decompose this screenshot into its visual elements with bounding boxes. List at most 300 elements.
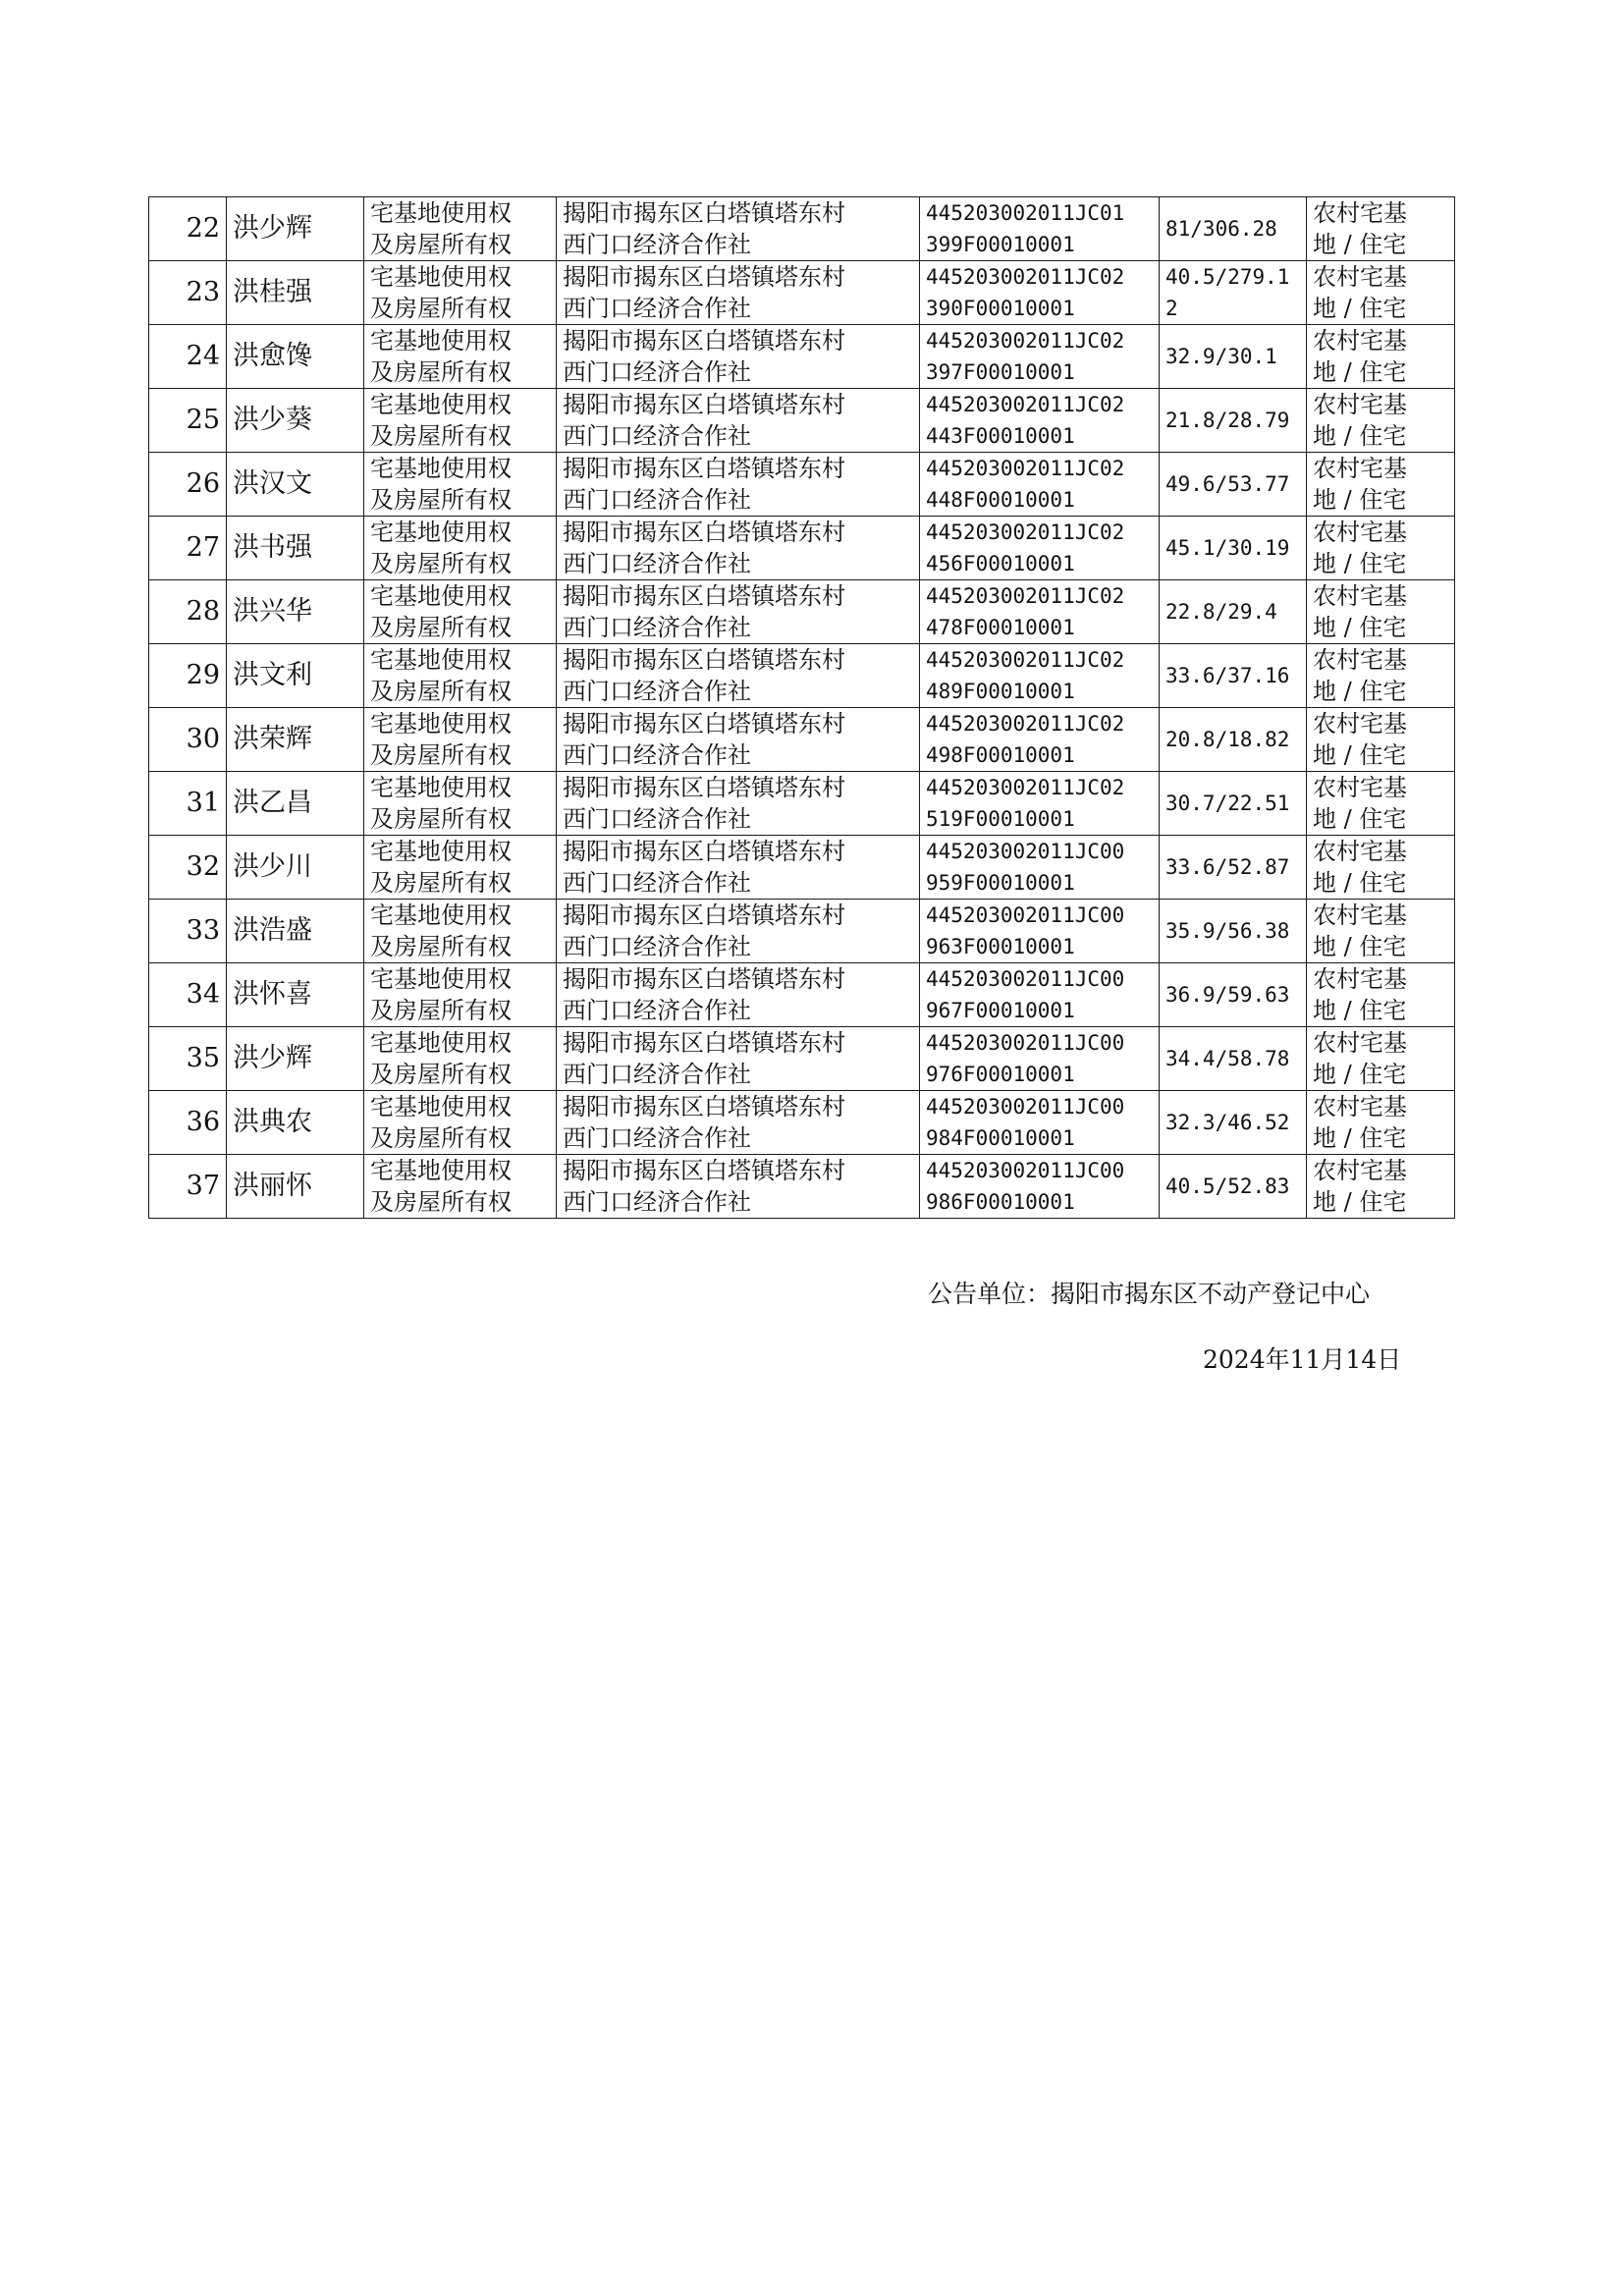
holder-name-cell: [227, 325, 364, 389]
row-number-cell-text: 22: [186, 213, 220, 244]
row-number-cell: [149, 1091, 227, 1155]
holder-name-cell: [227, 963, 364, 1027]
unit-code-cell: [920, 1155, 1160, 1219]
area-cell-text: 40.5/279.12: [1165, 265, 1290, 320]
row-number-cell: [149, 772, 227, 836]
land-use-cell: [1307, 453, 1455, 517]
location-cell: [557, 836, 920, 900]
table-row: [149, 325, 1455, 389]
row-number-cell-text: 28: [186, 596, 220, 627]
row-number-cell-text: 37: [186, 1171, 220, 1201]
table-row: [149, 836, 1455, 900]
area-cell-text: 33.6/37.16: [1165, 664, 1290, 687]
unit-code-cell-text: 390F00010001: [926, 297, 1075, 320]
land-use-cell-text: 农村宅基: [1313, 1157, 1407, 1184]
holder-name-cell-text: 洪少葵: [233, 405, 312, 435]
table-row: [149, 197, 1455, 261]
unit-code-cell: [920, 517, 1160, 580]
land-use-cell-text: 地 / 住宅: [1313, 933, 1407, 960]
location-cell-text: 揭阳市揭东区白塔镇塔东村: [563, 327, 845, 355]
right-type-cell-text: 及房屋所有权: [370, 869, 512, 897]
area-cell: [1160, 261, 1307, 325]
location-cell-text: 揭阳市揭东区白塔镇塔东村: [563, 519, 845, 546]
right-type-cell: [364, 197, 557, 261]
right-type-cell: [364, 389, 557, 453]
right-type-cell-text: 宅基地使用权: [370, 838, 512, 865]
land-use-cell: [1307, 900, 1455, 963]
table-row: [149, 772, 1455, 836]
unit-code-cell-text: 984F00010001: [926, 1126, 1075, 1150]
holder-name-cell: [227, 772, 364, 836]
area-cell: [1160, 900, 1307, 963]
location-cell-text: 西门口经济合作社: [563, 933, 751, 960]
land-use-cell-text: 农村宅基: [1313, 1093, 1407, 1120]
table-row: [149, 1091, 1455, 1155]
right-type-cell-text: 及房屋所有权: [370, 550, 512, 577]
row-number-cell-text: 24: [186, 341, 220, 371]
location-cell-text: 揭阳市揭东区白塔镇塔东村: [563, 774, 845, 801]
land-use-cell-text: 地 / 住宅: [1313, 805, 1407, 833]
location-cell-text: 揭阳市揭东区白塔镇塔东村: [563, 902, 845, 929]
holder-name-cell: [227, 1027, 364, 1091]
right-type-cell-text: 及房屋所有权: [370, 997, 512, 1024]
unit-code-cell: [920, 580, 1160, 644]
unit-code-cell-text: 445203002011JC02: [926, 520, 1125, 544]
right-type-cell: [364, 836, 557, 900]
unit-code-cell: [920, 708, 1160, 772]
table-row: [149, 1155, 1455, 1219]
location-cell: [557, 325, 920, 389]
unit-code-cell-text: 445203002011JC00: [926, 1095, 1125, 1119]
row-number-cell-text: 33: [186, 915, 220, 946]
unit-code-cell: [920, 836, 1160, 900]
right-type-cell: [364, 580, 557, 644]
location-cell-text: 西门口经济合作社: [563, 614, 751, 641]
announcing-unit: 公告单位：揭阳市揭东区不动产登记中心: [928, 1280, 1371, 1308]
holder-name-cell: [227, 517, 364, 580]
location-cell: [557, 772, 920, 836]
location-cell-text: 西门口经济合作社: [563, 741, 751, 769]
location-cell: [557, 453, 920, 517]
row-number-cell-text: 29: [186, 660, 220, 690]
location-cell-text: 西门口经济合作社: [563, 1124, 751, 1152]
right-type-cell-text: 及房屋所有权: [370, 741, 512, 769]
row-number-cell-text: 31: [186, 788, 220, 818]
right-type-cell: [364, 644, 557, 708]
unit-code-cell-text: 448F00010001: [926, 488, 1075, 512]
unit-code-cell-text: 445203002011JC01: [926, 201, 1125, 225]
unit-code-cell: [920, 772, 1160, 836]
area-cell: [1160, 453, 1307, 517]
location-cell-text: 揭阳市揭东区白塔镇塔东村: [563, 391, 845, 418]
unit-code-cell: [920, 261, 1160, 325]
row-number-cell-text: 27: [186, 532, 220, 563]
announcement-date: 2024年11月14日: [1203, 1345, 1402, 1374]
area-cell-text: 30.7/22.51: [1165, 792, 1290, 815]
location-cell: [557, 1091, 920, 1155]
land-use-cell-text: 农村宅基: [1313, 838, 1407, 865]
unit-code-cell-text: 445203002011JC02: [926, 712, 1125, 736]
location-cell-text: 揭阳市揭东区白塔镇塔东村: [563, 1157, 845, 1184]
holder-name-cell-text: 洪桂强: [233, 277, 312, 307]
table-row: [149, 580, 1455, 644]
row-number-cell: [149, 1155, 227, 1219]
unit-code-cell-text: 399F00010001: [926, 233, 1075, 256]
unit-code-cell-text: 519F00010001: [926, 807, 1075, 831]
land-use-cell: [1307, 644, 1455, 708]
holder-name-cell: [227, 389, 364, 453]
right-type-cell: [364, 1091, 557, 1155]
area-cell: [1160, 708, 1307, 772]
area-cell: [1160, 772, 1307, 836]
land-use-cell-text: 地 / 住宅: [1313, 869, 1407, 897]
area-cell: [1160, 1091, 1307, 1155]
unit-code-cell-text: 445203002011JC00: [926, 840, 1125, 863]
table-body: [149, 197, 1455, 1219]
location-cell: [557, 708, 920, 772]
land-use-cell-text: 农村宅基: [1313, 582, 1407, 610]
row-number-cell: [149, 708, 227, 772]
row-number-cell-text: 34: [186, 979, 220, 1010]
land-use-cell-text: 农村宅基: [1313, 965, 1407, 993]
right-type-cell: [364, 1027, 557, 1091]
unit-code-cell: [920, 325, 1160, 389]
right-type-cell: [364, 708, 557, 772]
table-row: [149, 453, 1455, 517]
land-use-cell: [1307, 963, 1455, 1027]
land-use-cell-text: 农村宅基: [1313, 327, 1407, 355]
location-cell: [557, 261, 920, 325]
location-cell: [557, 580, 920, 644]
row-number-cell-text: 30: [186, 724, 220, 754]
holder-name-cell: [227, 836, 364, 900]
land-use-cell: [1307, 580, 1455, 644]
land-use-cell-text: 地 / 住宅: [1313, 1061, 1407, 1088]
holder-name-cell-text: 洪少川: [233, 851, 312, 882]
unit-code-cell-text: 445203002011JC02: [926, 265, 1125, 289]
holder-name-cell: [227, 580, 364, 644]
right-type-cell-text: 宅基地使用权: [370, 455, 512, 482]
land-use-cell-text: 地 / 住宅: [1313, 614, 1407, 641]
location-cell-text: 西门口经济合作社: [563, 1061, 751, 1088]
location-cell-text: 揭阳市揭东区白塔镇塔东村: [563, 965, 845, 993]
location-cell-text: 揭阳市揭东区白塔镇塔东村: [563, 646, 845, 674]
holder-name-cell: [227, 453, 364, 517]
unit-code-cell: [920, 963, 1160, 1027]
holder-name-cell: [227, 644, 364, 708]
holder-name-cell-text: 洪书强: [233, 532, 312, 563]
row-number-cell: [149, 1027, 227, 1091]
location-cell-text: 西门口经济合作社: [563, 869, 751, 897]
right-type-cell: [364, 1155, 557, 1219]
area-cell-text: 33.6/52.87: [1165, 855, 1290, 879]
location-cell-text: 揭阳市揭东区白塔镇塔东村: [563, 838, 845, 865]
right-type-cell-text: 及房屋所有权: [370, 1124, 512, 1152]
table-row: [149, 517, 1455, 580]
row-number-cell: [149, 389, 227, 453]
unit-code-cell-text: 445203002011JC02: [926, 329, 1125, 353]
right-type-cell-text: 宅基地使用权: [370, 902, 512, 929]
area-cell: [1160, 963, 1307, 1027]
right-type-cell-text: 宅基地使用权: [370, 710, 512, 738]
land-use-cell-text: 地 / 住宅: [1313, 295, 1407, 322]
area-cell-text: 81/306.28: [1165, 217, 1277, 241]
area-cell-text: 21.8/28.79: [1165, 409, 1290, 432]
area-cell: [1160, 644, 1307, 708]
row-number-cell: [149, 517, 227, 580]
holder-name-cell-text: 洪荣辉: [233, 724, 312, 754]
unit-code-cell-text: 445203002011JC00: [926, 1159, 1125, 1182]
holder-name-cell-text: 洪少辉: [233, 1043, 312, 1073]
holder-name-cell: [227, 1155, 364, 1219]
registration-table: [148, 196, 1455, 1219]
area-cell: [1160, 389, 1307, 453]
table-row: [149, 900, 1455, 963]
table-row: [149, 963, 1455, 1027]
holder-name-cell-text: 洪怀喜: [233, 979, 312, 1010]
unit-code-cell-text: 397F00010001: [926, 360, 1075, 384]
holder-name-cell-text: 洪文利: [233, 660, 312, 690]
land-use-cell: [1307, 389, 1455, 453]
area-cell-text: 34.4/58.78: [1165, 1047, 1290, 1070]
unit-code-cell-text: 445203002011JC02: [926, 393, 1125, 416]
area-cell-text: 32.9/30.1: [1165, 345, 1277, 368]
table-row: [149, 708, 1455, 772]
location-cell: [557, 963, 920, 1027]
row-number-cell-text: 26: [186, 468, 220, 499]
row-number-cell-text: 36: [186, 1107, 220, 1137]
right-type-cell-text: 及房屋所有权: [370, 805, 512, 833]
unit-code-cell: [920, 389, 1160, 453]
land-use-cell: [1307, 836, 1455, 900]
row-number-cell-text: 23: [186, 277, 220, 307]
land-use-cell-text: 地 / 住宅: [1313, 486, 1407, 514]
right-type-cell-text: 及房屋所有权: [370, 422, 512, 450]
holder-name-cell: [227, 197, 364, 261]
land-use-cell-text: 农村宅基: [1313, 1029, 1407, 1057]
right-type-cell-text: 宅基地使用权: [370, 774, 512, 801]
right-type-cell: [364, 453, 557, 517]
row-number-cell: [149, 580, 227, 644]
land-use-cell: [1307, 1155, 1455, 1219]
right-type-cell-text: 宅基地使用权: [370, 199, 512, 227]
location-cell: [557, 900, 920, 963]
area-cell-text: 20.8/18.82: [1165, 728, 1290, 751]
land-use-cell-text: 地 / 住宅: [1313, 997, 1407, 1024]
land-use-cell: [1307, 197, 1455, 261]
area-cell: [1160, 517, 1307, 580]
right-type-cell-text: 宅基地使用权: [370, 263, 512, 291]
location-cell: [557, 644, 920, 708]
unit-code-cell-text: 456F00010001: [926, 552, 1075, 575]
right-type-cell-text: 及房屋所有权: [370, 358, 512, 386]
right-type-cell: [364, 963, 557, 1027]
right-type-cell-text: 及房屋所有权: [370, 678, 512, 705]
row-number-cell: [149, 325, 227, 389]
land-use-cell: [1307, 325, 1455, 389]
right-type-cell-text: 宅基地使用权: [370, 1157, 512, 1184]
row-number-cell-text: 32: [186, 851, 220, 882]
right-type-cell: [364, 772, 557, 836]
right-type-cell-text: 及房屋所有权: [370, 1188, 512, 1216]
row-number-cell: [149, 197, 227, 261]
right-type-cell-text: 及房屋所有权: [370, 486, 512, 514]
area-cell-text: 49.6/53.77: [1165, 472, 1290, 496]
unit-code-cell-text: 445203002011JC02: [926, 457, 1125, 480]
table-row: [149, 261, 1455, 325]
location-cell-text: 揭阳市揭东区白塔镇塔东村: [563, 710, 845, 738]
area-cell-text: 45.1/30.19: [1165, 536, 1290, 560]
location-cell-text: 西门口经济合作社: [563, 550, 751, 577]
area-cell-text: 35.9/56.38: [1165, 919, 1290, 943]
land-use-cell-text: 农村宅基: [1313, 519, 1407, 546]
right-type-cell: [364, 517, 557, 580]
holder-name-cell-text: 洪愈馋: [233, 341, 312, 371]
location-cell-text: 西门口经济合作社: [563, 295, 751, 322]
location-cell-text: 西门口经济合作社: [563, 486, 751, 514]
land-use-cell-text: 地 / 住宅: [1313, 678, 1407, 705]
right-type-cell-text: 及房屋所有权: [370, 614, 512, 641]
location-cell-text: 西门口经济合作社: [563, 231, 751, 258]
table-row: [149, 1027, 1455, 1091]
location-cell: [557, 197, 920, 261]
unit-code-cell-text: 963F00010001: [926, 935, 1075, 958]
unit-code-cell: [920, 1027, 1160, 1091]
right-type-cell: [364, 325, 557, 389]
area-cell: [1160, 836, 1307, 900]
unit-code-cell: [920, 197, 1160, 261]
right-type-cell-text: 宅基地使用权: [370, 1029, 512, 1057]
land-use-cell-text: 农村宅基: [1313, 646, 1407, 674]
location-cell-text: 西门口经济合作社: [563, 678, 751, 705]
row-number-cell: [149, 836, 227, 900]
land-use-cell-text: 地 / 住宅: [1313, 550, 1407, 577]
right-type-cell-text: 宅基地使用权: [370, 646, 512, 674]
row-number-cell: [149, 900, 227, 963]
location-cell-text: 揭阳市揭东区白塔镇塔东村: [563, 1029, 845, 1057]
land-use-cell: [1307, 772, 1455, 836]
area-cell-text: 40.5/52.83: [1165, 1175, 1290, 1198]
area-cell: [1160, 325, 1307, 389]
land-use-cell: [1307, 261, 1455, 325]
location-cell-text: 揭阳市揭东区白塔镇塔东村: [563, 263, 845, 291]
right-type-cell-text: 宅基地使用权: [370, 965, 512, 993]
land-use-cell: [1307, 517, 1455, 580]
land-use-cell-text: 农村宅基: [1313, 455, 1407, 482]
holder-name-cell-text: 洪浩盛: [233, 915, 312, 946]
land-use-cell-text: 农村宅基: [1313, 710, 1407, 738]
land-use-cell: [1307, 1027, 1455, 1091]
right-type-cell-text: 宅基地使用权: [370, 391, 512, 418]
unit-code-cell-text: 443F00010001: [926, 424, 1075, 448]
right-type-cell-text: 宅基地使用权: [370, 582, 512, 610]
land-use-cell-text: 农村宅基: [1313, 263, 1407, 291]
location-cell-text: 揭阳市揭东区白塔镇塔东村: [563, 199, 845, 227]
area-cell: [1160, 1155, 1307, 1219]
land-use-cell-text: 农村宅基: [1313, 391, 1407, 418]
holder-name-cell-text: 洪汉文: [233, 468, 312, 499]
table-row: [149, 644, 1455, 708]
unit-code-cell-text: 498F00010001: [926, 743, 1075, 767]
row-number-cell-text: 35: [186, 1043, 220, 1073]
land-use-cell: [1307, 708, 1455, 772]
area-cell: [1160, 580, 1307, 644]
right-type-cell-text: 及房屋所有权: [370, 231, 512, 258]
holder-name-cell: [227, 1091, 364, 1155]
table-row: [149, 389, 1455, 453]
unit-code-cell: [920, 1091, 1160, 1155]
holder-name-cell-text: 洪丽怀: [233, 1171, 312, 1201]
land-use-cell-text: 地 / 住宅: [1313, 741, 1407, 769]
right-type-cell-text: 及房屋所有权: [370, 295, 512, 322]
location-cell: [557, 1027, 920, 1091]
location-cell-text: 西门口经济合作社: [563, 805, 751, 833]
area-cell-text: 32.3/46.52: [1165, 1111, 1290, 1134]
holder-name-cell: [227, 261, 364, 325]
holder-name-cell-text: 洪兴华: [233, 596, 312, 627]
land-use-cell-text: 地 / 住宅: [1313, 231, 1407, 258]
location-cell-text: 揭阳市揭东区白塔镇塔东村: [563, 582, 845, 610]
holder-name-cell: [227, 900, 364, 963]
holder-name-cell-text: 洪乙昌: [233, 788, 312, 818]
land-use-cell-text: 农村宅基: [1313, 902, 1407, 929]
unit-code-cell-text: 478F00010001: [926, 616, 1075, 639]
unit-code-cell-text: 445203002011JC00: [926, 967, 1125, 991]
row-number-cell-text: 25: [186, 405, 220, 435]
right-type-cell-text: 及房屋所有权: [370, 1061, 512, 1088]
unit-code-cell-text: 445203002011JC00: [926, 903, 1125, 927]
right-type-cell-text: 及房屋所有权: [370, 933, 512, 960]
land-use-cell: [1307, 1091, 1455, 1155]
land-use-cell-text: 农村宅基: [1313, 199, 1407, 227]
row-number-cell: [149, 453, 227, 517]
land-use-cell-text: 地 / 住宅: [1313, 358, 1407, 386]
unit-code-cell-text: 986F00010001: [926, 1190, 1075, 1214]
area-cell: [1160, 197, 1307, 261]
land-use-cell-text: 地 / 住宅: [1313, 1188, 1407, 1216]
location-cell-text: 西门口经济合作社: [563, 997, 751, 1024]
right-type-cell-text: 宅基地使用权: [370, 327, 512, 355]
row-number-cell: [149, 644, 227, 708]
land-use-cell-text: 地 / 住宅: [1313, 422, 1407, 450]
unit-code-cell-text: 445203002011JC02: [926, 776, 1125, 799]
unit-code-cell-text: 959F00010001: [926, 871, 1075, 895]
location-cell-text: 西门口经济合作社: [563, 358, 751, 386]
holder-name-cell: [227, 708, 364, 772]
unit-code-cell: [920, 453, 1160, 517]
row-number-cell: [149, 963, 227, 1027]
area-cell-text: 36.9/59.63: [1165, 983, 1290, 1007]
unit-code-cell-text: 445203002011JC02: [926, 648, 1125, 672]
unit-code-cell-text: 445203002011JC02: [926, 584, 1125, 608]
land-use-cell-text: 地 / 住宅: [1313, 1124, 1407, 1152]
right-type-cell-text: 宅基地使用权: [370, 1093, 512, 1120]
holder-name-cell-text: 洪典农: [233, 1107, 312, 1137]
unit-code-cell: [920, 900, 1160, 963]
holder-name-cell-text: 洪少辉: [233, 213, 312, 244]
location-cell-text: 西门口经济合作社: [563, 422, 751, 450]
land-use-cell-text: 农村宅基: [1313, 774, 1407, 801]
unit-code-cell: [920, 644, 1160, 708]
location-cell: [557, 1155, 920, 1219]
area-cell: [1160, 1027, 1307, 1091]
unit-code-cell-text: 445203002011JC00: [926, 1031, 1125, 1055]
row-number-cell: [149, 261, 227, 325]
location-cell-text: 揭阳市揭东区白塔镇塔东村: [563, 1093, 845, 1120]
location-cell: [557, 389, 920, 453]
area-cell-text: 22.8/29.4: [1165, 600, 1277, 624]
right-type-cell: [364, 261, 557, 325]
